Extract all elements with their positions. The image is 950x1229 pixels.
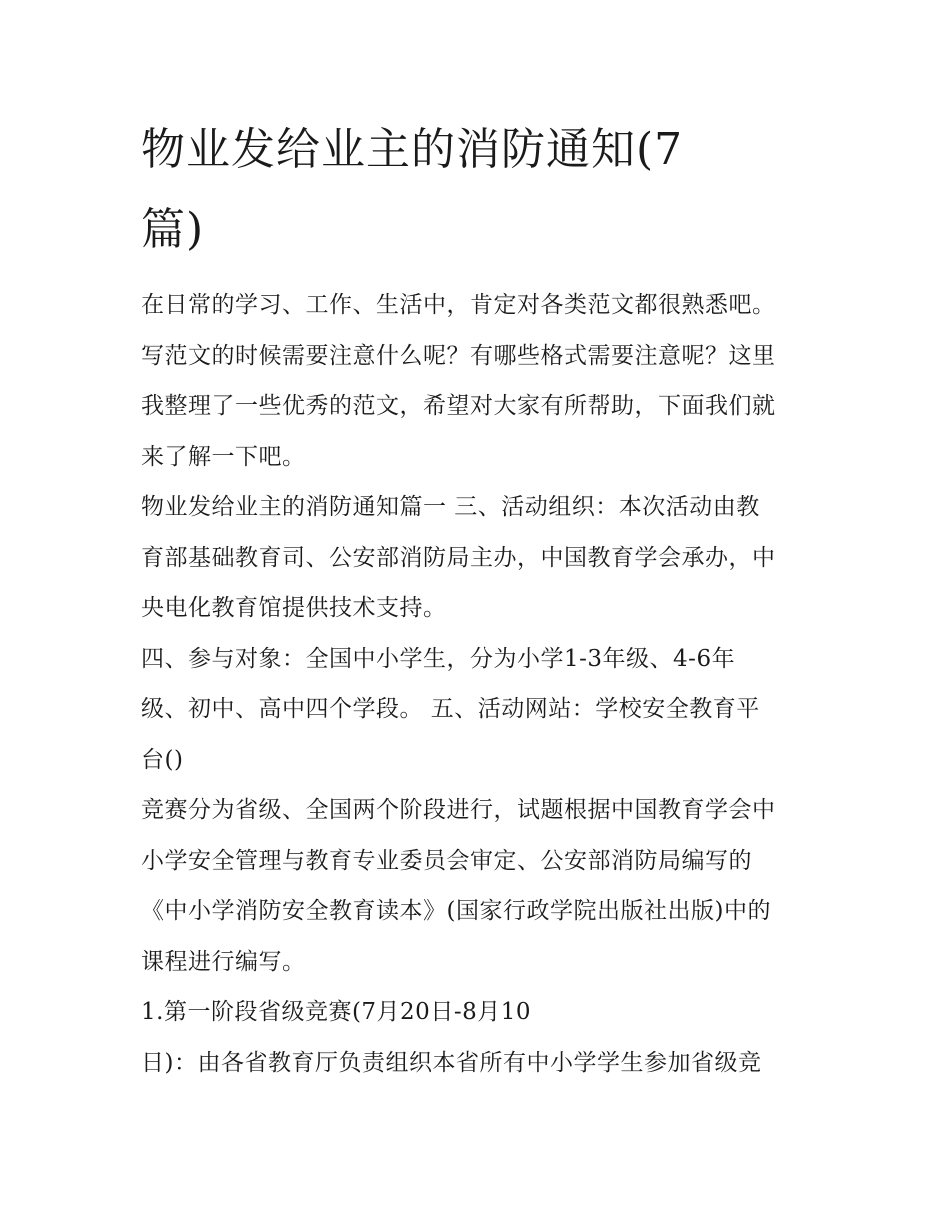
document-body	[141, 110, 821, 1088]
section-one-paragraph	[141, 482, 821, 634]
text-line: 日)：由各省教育厅负责组织本省所有中小学学生参加省级竞	[141, 1049, 762, 1076]
stage-one-detail-paragraph	[141, 1038, 821, 1089]
text-line: 来了解一下吧。	[141, 443, 306, 470]
text-line: 级、初中、高中四个学段。 五、活动网站：学校安全教育平	[141, 696, 760, 722]
text-line: 四、参与对象：全国中小学生，分为小学1-3年级、4-6年	[141, 645, 736, 672]
title-line: 物业发给业主的消防通知(7	[141, 124, 684, 175]
intro-paragraph	[141, 280, 821, 482]
text-line: 央电化教育馆提供技术支持。	[141, 595, 447, 621]
text-line: 写范文的时候需要注意什么呢？有哪些格式需要注意呢？这里	[141, 342, 776, 369]
text-line: 在日常的学习、工作、生活中，肯定对各类范文都很熟悉吧。	[141, 292, 776, 318]
text-line: 1.第一阶段省级竞赛(7月20日-8月10	[141, 999, 531, 1025]
text-line: 育部基础教育司、公安部消防局主办，中国教育学会承办，中	[141, 544, 776, 571]
text-line: 课程进行编写。	[141, 948, 306, 975]
text-line: 物业发给业主的消防通知篇一 三、活动组织：本次活动由教	[141, 494, 760, 520]
title-line: 篇)	[141, 204, 205, 255]
text-line: 小学安全管理与教育专业委员会审定、公安部消防局编写的	[141, 847, 752, 874]
competition-paragraph	[141, 785, 821, 987]
text-line: 竞赛分为省级、全国两个阶段进行，试题根据中国教育学会中	[141, 797, 776, 823]
text-line: 台()	[141, 746, 184, 773]
participants-paragraph	[141, 634, 821, 786]
stage-one-paragraph	[141, 987, 821, 1038]
text-line: 我整理了一些优秀的范文，希望对大家有所帮助，下面我们就	[141, 393, 776, 419]
document-title	[141, 110, 761, 270]
text-line: 《中小学消防安全教育读本》(国家行政学院出版社出版)中的	[141, 898, 771, 924]
